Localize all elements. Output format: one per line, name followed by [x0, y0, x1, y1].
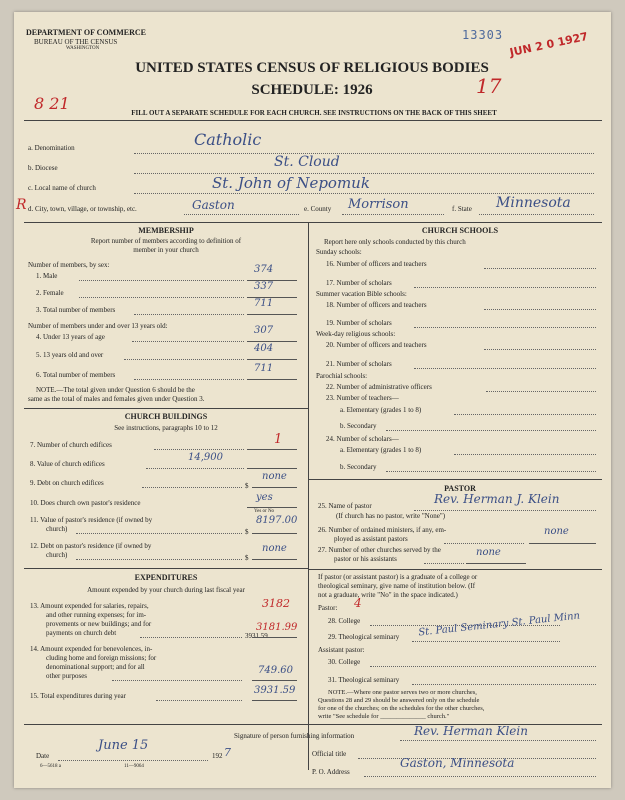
q10-value: yes	[256, 492, 273, 503]
q6-value: 711	[254, 363, 274, 374]
denomination-value: Catholic	[194, 130, 262, 149]
dept-name: DEPARTMENT OF COMMERCE	[26, 28, 147, 37]
date-label: Date	[36, 752, 50, 760]
census-schedule-form: DEPARTMENT OF COMMERCE BUREAU OF THE CENSUS WASHINGTON 13303 JUN 2 0 1927 UNITED STATES CENSUS OF RELIGIOUS BODIES SCHEDULE: 1926 8 21 17 FILL OUT A SEPARATE SCHEDULE FOR EACH CHURCH. SEE INSTRUCTIONS ON THE BACK OF THIS SHEET a. Denomination Catholic b. Diocese St. Cloud c. Local name of church St. John of Nepomuk R d. City, town, village, or township, etc. Gaston e. County Morrison f. State Minnesota MEMBERSHIP Report number of members according to definition of member in your church Number of members, by sex: 1. Male 374 2. Female 337 3. Total number of members 711 Number of members under and over 13 years old: 4. Under 13 years of age 307 5. 13 years old and over 404 6. Total number of members 711 NOTE.—The total given under Question 6 should be the same as the total of males and females given under Question 3. CHURCH BUILDINGS See instructions, paragraphs 10 to 12 7. Number of church edifices 1 8. Value of church edifices 14,900 9. Debt on church edifices $ none 10. Does church own pastor's residence yes Yes or No 11. Value of pastor's residence (if owned by church) $ 8197.00 12. Debt on pastor's residence (if owned by church) $ none EXPENDITURES Amount expended by your church during last fiscal year 13. Amount expended for salaries, repairs, and other running expenses; for im- provements or new buildings; and for payments on church debt 3931.59 3182 3181.99 14. Amount expended for benevolences, in- cluding home and foreign missions; for denominational support; and for all other purposes 749.60 15. Total expenditures during year 3931.59 CHURCH SCHOOLS Report here only schools conducted by this church Sunday schools: 16. Number of officers and teachers 17. Number of scholars Summer vacation Bible schools: 18. Number of officers and teachers 19. Number of scholars Week-day religious schools: 20. Number of officers and teachers 21. Number of scholars Parochial schools: 22. Number of administrative officers 23. Number of teachers— a. Elementary (grades 1 to 8) b. Secondary 24. Number of scholars— a. Elementary (grades 1 to 8) b. Secondary PASTOR 25. Name of pastor Rev. Herman J. Klein (If church has no pastor, write "None") 26. Number of ordained ministers, if any, em- ployed as assistant pastors none 27. Number of other churches served by the pastor or his assistants none If pastor (or assistant pastor) is a graduate of a college or theological seminary, give name of institution below. (If not a graduate, write "No" in the space indicated.) Pastor: 4 28. College 29. Theological seminary St. Paul Seminary St. Paul Minn Assistant pastor: 30. College 31. Theological seminary NOTE.—Where one pastor serves two or more churches, Questions 28 and 29 should be answered only on the schedule for one of the churches; on the schedules for the other churches, write "See schedule for ______________ church." Signature of person furnishing information Rev. Herman Klein Official title Date June 15 192 7 P. O. Address Gaston, Minnesota 6—5618 a 11—9064	[14, 12, 611, 788]
q27-label: 27. Number of other churches served by the	[318, 546, 441, 554]
q11-label: 11. Value of pastor's residence (if owned by	[30, 516, 153, 524]
form-number: 6—5618 a	[40, 764, 61, 769]
r-mark: R	[16, 197, 27, 213]
q2-label: 2. Female	[36, 289, 64, 297]
q24-label: 24. Number of scholars—	[326, 435, 399, 443]
signature-label: Signature of person furnishing information	[234, 732, 355, 740]
q13-red-value: 3182	[262, 597, 290, 610]
q30-label: 30. College	[328, 658, 361, 666]
q9-label: 9. Debt on church edifices	[30, 479, 104, 487]
state-value: Minnesota	[496, 195, 571, 211]
county-value: Morrison	[348, 197, 409, 212]
mark-left: 8 21	[34, 94, 70, 113]
q4-label: 4. Under 13 years of age	[36, 333, 105, 341]
schedule-title: SCHEDULE: 1926	[251, 82, 373, 98]
form-title: UNITED STATES CENSUS OF RELIGIOUS BODIES	[135, 60, 489, 76]
q8-value: 14,900	[188, 452, 223, 463]
q5-value: 404	[254, 343, 274, 354]
q27-value: none	[476, 547, 501, 558]
q13-label: 13. Amount expended for salaries, repairs,	[30, 602, 149, 610]
buildings-title: CHURCH BUILDINGS	[124, 412, 208, 421]
q12-label: 12. Debt on pastor's residence (if owned by	[30, 542, 152, 550]
q10-label: 10. Does church own pastor's residence	[30, 499, 141, 507]
membership-title: MEMBERSHIP	[138, 226, 194, 235]
q14-label: 14. Amount expended for benevolences, in-	[30, 645, 153, 653]
q20-label: 20. Number of officers and teachers	[326, 341, 427, 349]
q26-value: none	[544, 526, 569, 537]
q3-value: 711	[254, 298, 274, 309]
county-label: e. County	[304, 205, 332, 213]
diocese-label: b. Diocese	[28, 164, 58, 172]
signature-value: Rev. Herman Klein	[414, 724, 528, 738]
q8-label: 8. Value of church edifices	[30, 460, 105, 468]
bureau-city: WASHINGTON	[66, 46, 100, 51]
diocese-value: St. Cloud	[274, 154, 340, 170]
q23-label: 23. Number of teachers—	[326, 394, 399, 402]
q26-label: 26. Number of ordained ministers, if any, em-	[318, 526, 447, 534]
q6-label: 6. Total number of members	[36, 371, 116, 379]
q7-label: 7. Number of church edifices	[30, 441, 112, 449]
bureau-name: BUREAU OF THE CENSUS	[34, 38, 118, 46]
q4-value: 307	[254, 325, 274, 336]
q14-value: 749.60	[258, 665, 293, 676]
q9-value: none	[262, 471, 287, 482]
q2-value: 337	[254, 281, 274, 292]
official-title-label: Official title	[312, 750, 347, 758]
q21-label: 21. Number of scholars	[326, 360, 392, 368]
q5-label: 5. 13 years old and over	[36, 351, 104, 359]
date-stamp: JUN 2 0 1927	[508, 29, 590, 60]
q22-label: 22. Number of administrative officers	[326, 383, 432, 391]
q15-label: 15. Total expenditures during year	[30, 692, 126, 700]
q25-value: Rev. Herman J. Klein	[434, 492, 560, 506]
q12-value: none	[262, 543, 287, 554]
expenditures-title: EXPENDITURES	[134, 573, 198, 582]
denomination-label: a. Denomination	[28, 144, 75, 152]
membership-note: NOTE.—The total given under Question 6 should be the	[36, 386, 195, 394]
q7-value: 1	[274, 432, 283, 447]
schools-title: CHURCH SCHOOLS	[421, 226, 499, 235]
city-label: d. City, town, village, or township, etc.	[28, 205, 137, 213]
q29-label: 29. Theological seminary	[328, 633, 400, 641]
mark-right: 17	[476, 74, 502, 98]
fill-instruction: FILL OUT A SEPARATE SCHEDULE FOR EACH CHURCH. SEE INSTRUCTIONS ON THE BACK OF THIS SHEET	[131, 109, 497, 117]
q1-label: 1. Male	[36, 272, 58, 280]
q11-value: 8197.00	[256, 515, 298, 526]
print-number: 11—9064	[124, 764, 144, 769]
church-name-value: St. John of Nepomuk	[212, 174, 370, 192]
q29-value: St. Paul Seminary St. Paul Minn	[417, 610, 581, 639]
q3-label: 3. Total number of members	[36, 306, 116, 314]
q18-label: 18. Number of officers and teachers	[326, 301, 427, 309]
address-label: P. O. Address	[312, 768, 350, 776]
date-value: June 15	[98, 738, 149, 753]
q1-value: 374	[254, 264, 274, 275]
pastor-title: PASTOR	[444, 484, 476, 493]
address-value: Gaston, Minnesota	[400, 756, 515, 770]
q15-value: 3931.59	[254, 685, 296, 696]
q13-value: 3181.99	[256, 622, 298, 633]
church-name-label: c. Local name of church	[28, 184, 96, 192]
q31-label: 31. Theological seminary	[328, 676, 400, 684]
q19-label: 19. Number of scholars	[326, 319, 392, 327]
city-value: Gaston	[192, 198, 235, 212]
q28-label: 28. College	[328, 617, 361, 625]
q25-label: 25. Name of pastor	[318, 502, 372, 510]
q17-label: 17. Number of scholars	[326, 279, 392, 287]
serial-stamp: 13303	[462, 28, 504, 42]
membership-intro: Report number of members according to definition of	[90, 237, 242, 245]
q16-label: 16. Number of officers and teachers	[326, 260, 427, 268]
buildings-sub: See instructions, paragraphs 10 to 12	[114, 424, 218, 432]
state-label: f. State	[452, 205, 472, 213]
